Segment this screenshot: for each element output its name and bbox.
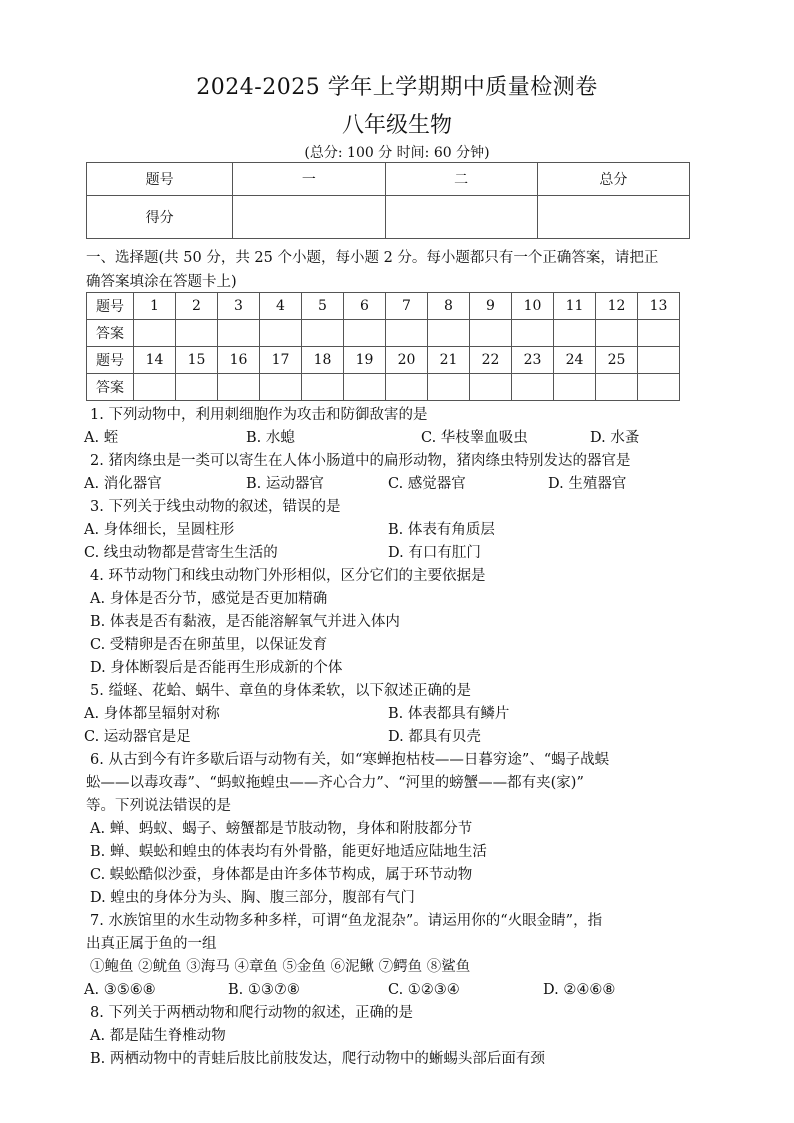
answer-number-cell: 1 [134, 293, 176, 320]
answer-input-cell[interactable] [470, 374, 512, 401]
subject-title: 八年级生物 [341, 113, 452, 138]
question-8-option-b[interactable]: B. 两栖动物中的青蛙后肢比前肢发达，爬行动物中的蜥蜴头部后面有颈 [90, 1051, 545, 1067]
answer-input-cell[interactable] [176, 320, 218, 347]
question-5-option-a[interactable]: A. 身体都呈辐射对称 [84, 706, 220, 722]
answer-number-cell: 18 [302, 347, 344, 374]
answer-table-number-row [87, 347, 680, 374]
section1-instructions [86, 246, 716, 294]
question-3-stem: 3. 下列关于线虫动物的叙述，错误的是 [90, 499, 341, 515]
question-4-option-d[interactable]: D. 身体断裂后是否能再生形成新的个体 [90, 660, 343, 676]
answer-input-cell[interactable] [302, 374, 344, 401]
question-6-option-c[interactable]: C. 蜈蚣酷似沙蚕，身体都是由许多体节构成，属于环节动物 [90, 867, 473, 883]
answer-number-cell [638, 347, 680, 374]
question-6-option-b[interactable]: B. 蝉、蜈蚣和蝗虫的体表均有外骨骼，能更好地适应陆地生活 [90, 844, 487, 860]
answer-number-cell: 6 [344, 293, 386, 320]
answer-number-cell: 3 [218, 293, 260, 320]
answer-input-cell[interactable] [218, 374, 260, 401]
answer-number-cell: 7 [386, 293, 428, 320]
question-6-option-d[interactable]: D. 蝗虫的身体分为头、胸、腹三部分，腹部有气门 [90, 890, 415, 906]
answer-number-cell: 8 [428, 293, 470, 320]
answer-input-cell[interactable] [260, 374, 302, 401]
question-7-option-d[interactable]: D. ②④⑥⑧ [543, 982, 616, 998]
answer-input-cell[interactable] [134, 374, 176, 401]
answer-row-label: 答案 [87, 374, 134, 401]
answer-row-label: 题号 [87, 293, 134, 320]
exam-title: 2024-2025 学年上学期期中质量检测卷 [196, 75, 598, 100]
question-2-option-d[interactable]: D. 生殖器官 [548, 476, 627, 492]
section1-intro-line: 确答案填涂在答题卡上) [86, 274, 237, 290]
answer-input-cell[interactable] [428, 320, 470, 347]
score-header-cell: 题号 [87, 163, 233, 196]
question-5-stem: 5. 缢蛏、花蛤、蜗牛、章鱼的身体柔软，以下叙述正确的是 [90, 683, 471, 699]
answer-number-cell: 15 [176, 347, 218, 374]
question-2-stem: 2. 猪肉绦虫是一类可以寄生在人体小肠道中的扁形动物，猪肉绦虫特别发达的器官是 [90, 453, 631, 469]
answer-number-cell: 13 [638, 293, 680, 320]
question-3-option-a[interactable]: A. 身体细长，呈圆柱形 [84, 522, 235, 538]
answer-input-cell[interactable] [596, 320, 638, 347]
answer-input-cell[interactable] [386, 374, 428, 401]
answer-input-cell[interactable] [134, 320, 176, 347]
answer-number-cell: 9 [470, 293, 512, 320]
answer-input-cell[interactable] [638, 374, 680, 401]
question-1-option-c[interactable]: C. 华枝睾血吸虫 [421, 430, 528, 446]
question-4-option-c[interactable]: C. 受精卵是否在卵茧里，以保证发育 [90, 637, 328, 653]
answer-number-cell: 24 [554, 347, 596, 374]
answer-number-cell: 11 [554, 293, 596, 320]
answer-number-cell: 20 [386, 347, 428, 374]
question-6-stem: 6. 从古到今有许多歇后语与动物有关，如“寒蝉抱枯枝——日暮穷途”、“蝎子战蜈 [90, 752, 610, 768]
score-header-cell: 一 [233, 163, 385, 196]
answer-input-cell[interactable] [302, 320, 344, 347]
answer-table-answer-row [87, 320, 680, 347]
answer-input-cell[interactable] [470, 320, 512, 347]
answer-number-cell: 22 [470, 347, 512, 374]
question-2-option-b[interactable]: B. 运动器官 [246, 476, 324, 492]
answer-number-cell: 5 [302, 293, 344, 320]
exam-info: (总分: 100 分 时间: 60 分钟) [304, 145, 490, 161]
answer-number-cell: 23 [512, 347, 554, 374]
question-1-option-a[interactable]: A. 蛭 [84, 430, 119, 446]
question-7-stem: 7. 水族馆里的水生动物多种多样，可谓“鱼龙混杂”。请运用你的“火眼金睛”，指 [90, 913, 603, 929]
question-5-option-b[interactable]: B. 体表都具有鳞片 [388, 706, 510, 722]
score-row-label: 得分 [87, 196, 233, 239]
score-table-header-row [87, 163, 690, 196]
question-6-stem: 等。下列说法错误的是 [86, 798, 231, 814]
question-1-option-b[interactable]: B. 水螅 [246, 430, 295, 446]
answer-number-cell: 4 [260, 293, 302, 320]
question-7-animal-list: ①鲍鱼 ②鱿鱼 ③海马 ④章鱼 ⑤金鱼 ⑥泥鳅 ⑦鳄鱼 ⑧鲨鱼 [90, 959, 471, 975]
question-7-option-c[interactable]: C. ①②③④ [388, 982, 460, 998]
answer-table-number-row [87, 293, 680, 320]
score-table-score-row [87, 196, 690, 239]
question-1-option-d[interactable]: D. 水蚤 [590, 430, 640, 446]
question-4-stem: 4. 环节动物门和线虫动物门外形相似，区分它们的主要依据是 [90, 568, 486, 584]
answer-number-cell: 16 [218, 347, 260, 374]
answer-number-cell: 17 [260, 347, 302, 374]
answer-input-cell[interactable] [554, 320, 596, 347]
answer-input-cell[interactable] [344, 374, 386, 401]
question-3-option-c[interactable]: C. 线虫动物都是营寄生生活的 [84, 545, 278, 561]
answer-input-cell[interactable] [428, 374, 470, 401]
question-1-stem: 1. 下列动物中，利用刺细胞作为攻击和防御敌害的是 [90, 407, 428, 423]
score-input-cell[interactable] [233, 196, 385, 239]
question-6-option-a[interactable]: A. 蝉、蚂蚁、蝎子、螃蟹都是节肢动物，身体和附肢都分节 [90, 821, 473, 837]
question-4-option-b[interactable]: B. 体表是否有黏液，是否能溶解氧气并进入体内 [90, 614, 400, 630]
answer-row-label: 答案 [87, 320, 134, 347]
answer-input-cell[interactable] [218, 320, 260, 347]
answer-number-cell: 14 [134, 347, 176, 374]
score-header-cell: 总分 [537, 163, 689, 196]
question-7-stem: 出真正属于鱼的一组 [86, 936, 217, 952]
question-3-option-b[interactable]: B. 体表有角质层 [388, 522, 495, 538]
answer-number-cell: 10 [512, 293, 554, 320]
answer-input-cell[interactable] [512, 320, 554, 347]
answer-table-answer-row [87, 374, 680, 401]
section1-intro-line: 一、选择题(共 50 分，共 25 个小题，每小题 2 分。每小题都只有一个正确答案，请把正 [86, 250, 659, 266]
question-7-option-a[interactable]: A. ③⑤⑥⑧ [84, 982, 156, 998]
answer-input-cell[interactable] [554, 374, 596, 401]
answer-input-cell[interactable] [596, 374, 638, 401]
question-5-option-d[interactable]: D. 都具有贝壳 [388, 729, 481, 745]
question-3-option-d[interactable]: D. 有口有肛门 [388, 545, 481, 561]
question-2-option-c[interactable]: C. 感觉器官 [388, 476, 466, 492]
question-7-option-b[interactable]: B. ①③⑦⑧ [228, 982, 300, 998]
question-6-stem: 蚣——以毒攻毒”、“蚂蚁拖蝗虫——齐心合力”、“河里的螃蟹——都有夹(家)” [86, 775, 584, 791]
score-input-cell[interactable] [385, 196, 537, 239]
score-header-cell: 二 [385, 163, 537, 196]
score-table [86, 162, 690, 239]
question-8-option-a[interactable]: A. 都是陆生脊椎动物 [90, 1028, 226, 1044]
answer-input-cell[interactable] [260, 320, 302, 347]
answer-table [86, 292, 680, 401]
answer-number-cell: 12 [596, 293, 638, 320]
question-8-stem: 8. 下列关于两栖动物和爬行动物的叙述，正确的是 [90, 1005, 413, 1021]
answer-input-cell[interactable] [386, 320, 428, 347]
answer-row-label: 题号 [87, 347, 134, 374]
answer-number-cell: 19 [344, 347, 386, 374]
answer-number-cell: 25 [596, 347, 638, 374]
question-4-option-a[interactable]: A. 身体是否分节，感觉是否更加精确 [90, 591, 328, 607]
answer-input-cell[interactable] [512, 374, 554, 401]
question-5-option-c[interactable]: C. 运动器官是足 [84, 729, 191, 745]
answer-number-cell: 21 [428, 347, 470, 374]
score-input-cell[interactable] [537, 196, 689, 239]
question-2-option-a[interactable]: A. 消化器官 [84, 476, 162, 492]
answer-input-cell[interactable] [176, 374, 218, 401]
answer-number-cell: 2 [176, 293, 218, 320]
answer-input-cell[interactable] [344, 320, 386, 347]
answer-input-cell[interactable] [638, 320, 680, 347]
